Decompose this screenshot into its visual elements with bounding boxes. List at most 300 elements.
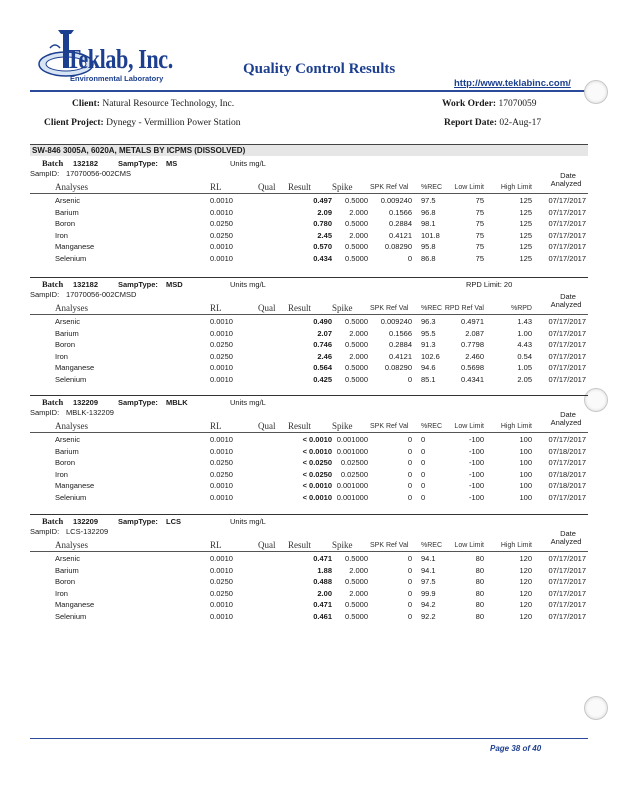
cell-rec: 0 [421, 481, 426, 491]
cell-rl: 0.0010 [210, 435, 233, 444]
work-order-value: 17070059 [498, 99, 537, 109]
column-header-rl: RL [210, 182, 222, 192]
company-name: Teklab, Inc. [66, 44, 173, 74]
cell-analyte: Manganese [55, 600, 95, 610]
cell-spk-ref-val: 0 [407, 493, 412, 502]
column-header-spike: Spike [332, 540, 353, 550]
cell-date-analyzed: 07/17/2017 [548, 565, 586, 575]
table-row [30, 219, 588, 230]
cell-high-limit: 120 [519, 554, 532, 563]
column-header-rule [30, 432, 588, 433]
cell-result: 1.88 [317, 565, 332, 575]
table-row [30, 352, 588, 363]
cell-analyte: Boron [55, 458, 76, 468]
date-header-analyzed: Analyzed [550, 537, 582, 546]
cell-high-limit: 100 [519, 481, 532, 491]
cell-rl: 0.0010 [210, 317, 233, 326]
table-row [30, 196, 588, 207]
cell-spike: 2.000 [349, 207, 368, 217]
cell-spk-ref-val: 0 [407, 554, 412, 563]
cell-analyte: Manganese [55, 242, 95, 252]
cell-low-limit: 0.4341 [461, 375, 484, 384]
cell-date-analyzed: 07/17/2017 [548, 363, 586, 373]
cell-result: 2.45 [317, 230, 332, 240]
cell-analyte: Barium [55, 207, 79, 217]
table-row [30, 600, 588, 611]
cell-low-limit: 80 [475, 577, 484, 587]
qc-batch [30, 156, 588, 271]
cell-spk-ref-val: 0.4121 [389, 351, 412, 361]
cell-spk-ref-val: 0 [407, 469, 412, 479]
cell-analyte: Selenium [55, 493, 87, 502]
cell-low-limit: 0.4971 [461, 317, 484, 326]
batch-number: 132182 [73, 159, 99, 168]
cell-rec: 96.3 [421, 317, 436, 326]
cell-rec: 102.6 [421, 351, 440, 361]
cell-spk-ref-val: 0 [407, 254, 412, 263]
sampid-value: LCS-132209 [66, 527, 109, 536]
sampid-value: 17070056-002CMSD [66, 290, 137, 299]
cell-date-analyzed: 07/18/2017 [548, 469, 586, 479]
table-row [30, 375, 588, 386]
cell-low-limit: -100 [468, 469, 484, 479]
sampid-value: 17070056-002CMS [66, 169, 132, 178]
date-header: Date [560, 292, 576, 301]
cell-date-analyzed: 07/17/2017 [548, 351, 586, 361]
sampid-label: SampID: [30, 169, 60, 178]
cell-low-limit: 2.087 [465, 328, 484, 338]
qc-batch [30, 514, 588, 629]
cell-date-analyzed: 07/17/2017 [548, 254, 586, 263]
batch-label: Batch [42, 397, 64, 407]
binder-hole [584, 696, 608, 720]
website-link[interactable]: http://www.teklabinc.com/ [454, 78, 571, 89]
cell-spike: 0.5000 [345, 254, 368, 263]
cell-rec: 0 [421, 446, 426, 456]
table-row [30, 340, 588, 351]
cell-high-limit: 125 [519, 196, 532, 205]
cell-date-analyzed: 07/17/2017 [548, 219, 586, 229]
batch-label: Batch [42, 279, 64, 289]
samptype-label: SampType: [118, 517, 158, 526]
cell-date-analyzed: 07/17/2017 [548, 230, 586, 240]
cell-low-limit: -100 [468, 446, 484, 456]
column-header-low-limit: Low Limit [454, 423, 484, 430]
cell-rec: 85.1 [421, 375, 436, 384]
table-row [30, 242, 588, 253]
table-row [30, 481, 588, 492]
cell-spk-ref-val: 0 [407, 612, 412, 621]
column-header-result: Result [288, 182, 312, 192]
cell-date-analyzed: 07/17/2017 [548, 340, 586, 350]
table-row [30, 208, 588, 219]
cell-spk-ref-val: 0 [407, 446, 412, 456]
cell-high-limit: 2.05 [517, 375, 532, 384]
cell-spk-ref-val: 0.009240 [380, 196, 412, 205]
cell-high-limit: 100 [519, 493, 532, 502]
cell-result: 0.746 [313, 340, 332, 350]
column-header-rl: RL [210, 540, 222, 550]
cell-rec: 94.1 [421, 565, 436, 575]
cell-low-limit: 0.5698 [461, 363, 484, 373]
column-header-low-limit: RPD Ref Val [444, 305, 484, 312]
cell-result: 2.07 [317, 328, 332, 338]
table-row [30, 612, 588, 623]
report-date-row [444, 118, 541, 128]
cell-result: 0.471 [313, 600, 332, 610]
cell-rec: 98.1 [421, 219, 436, 229]
cell-low-limit: 0.7798 [461, 340, 484, 350]
cell-spike: 0.5000 [345, 577, 368, 587]
table-row [30, 458, 588, 469]
samptype-value: MSD [166, 280, 183, 289]
cell-analyte: Boron [55, 577, 76, 587]
cell-result: 0.564 [313, 363, 332, 373]
cell-spike: 0.5000 [345, 340, 368, 350]
project-label: Client Project: [44, 118, 104, 128]
column-header-spike: Spike [332, 421, 353, 431]
cell-rec: 0 [421, 458, 426, 468]
cell-spk-ref-val: 0 [407, 375, 412, 384]
cell-result: < 0.0010 [302, 446, 332, 456]
table-row [30, 493, 588, 504]
cell-result: 0.434 [313, 254, 332, 263]
cell-high-limit: 120 [519, 565, 532, 575]
units-label: Units mg/L [230, 517, 266, 526]
cell-rl: 0.0250 [210, 230, 233, 240]
cell-spk-ref-val: 0 [407, 458, 412, 468]
cell-rl: 0.0250 [210, 458, 233, 468]
report-date-label: Report Date: [444, 118, 498, 128]
cell-low-limit: -100 [468, 493, 484, 502]
cell-rl: 0.0250 [210, 577, 233, 587]
cell-high-limit: 100 [519, 446, 532, 456]
cell-date-analyzed: 07/17/2017 [548, 196, 586, 205]
client-row [72, 99, 234, 109]
cell-result: < 0.0010 [302, 481, 332, 491]
cell-low-limit: -100 [468, 481, 484, 491]
cell-rl: 0.0250 [210, 219, 233, 229]
cell-spike: 2.000 [349, 588, 368, 598]
cell-date-analyzed: 07/18/2017 [548, 481, 586, 491]
column-header-result: Result [288, 540, 312, 550]
cell-rec: 92.2 [421, 612, 436, 621]
cell-analyte: Manganese [55, 481, 95, 491]
page-title: Quality Control Results [243, 61, 396, 77]
cell-analyte: Boron [55, 340, 76, 350]
column-header-rec: %REC [421, 542, 443, 549]
cell-high-limit: 125 [519, 254, 532, 263]
cell-spike: 0.5000 [345, 554, 368, 563]
cell-spike: 0.5000 [345, 196, 368, 205]
cell-spk-ref-val: 0 [407, 588, 412, 598]
cell-analyte: Arsenic [55, 554, 81, 563]
work-order-row [442, 99, 536, 109]
cell-spike: 0.001000 [336, 446, 368, 456]
cell-analyte: Iron [55, 469, 68, 479]
column-header-high-limit: High Limit [500, 542, 532, 549]
column-header-spk-ref-val: SPK Ref Val [370, 542, 409, 549]
batch-number: 132209 [73, 517, 99, 526]
cell-rl: 0.0250 [210, 340, 233, 350]
cell-analyte: Iron [55, 230, 68, 240]
page-number: Page 38 of 40 [490, 744, 542, 753]
sampid-label: SampID: [30, 408, 60, 417]
cell-rl: 0.0010 [210, 612, 233, 621]
column-header-qual: Qual [258, 182, 276, 192]
qc-batch [30, 395, 588, 510]
date-header-analyzed: Analyzed [550, 179, 582, 188]
cell-spk-ref-val: 0.08290 [384, 363, 412, 373]
sampid-label: SampID: [30, 290, 60, 299]
column-header-rec: %REC [421, 305, 443, 312]
column-header-low-limit: Low Limit [454, 542, 484, 549]
date-header-analyzed: Analyzed [550, 300, 582, 309]
cell-rec: 97.5 [421, 196, 436, 205]
cell-high-limit: 120 [519, 612, 532, 621]
column-header-low-limit: Low Limit [454, 184, 484, 191]
header-rule [30, 90, 588, 92]
cell-result: 2.46 [317, 351, 332, 361]
cell-rl: 0.0010 [210, 375, 233, 384]
cell-low-limit: 80 [475, 612, 484, 621]
cell-spk-ref-val: 0.009240 [380, 317, 412, 326]
cell-date-analyzed: 07/17/2017 [548, 577, 586, 587]
table-row [30, 329, 588, 340]
cell-low-limit: 80 [475, 588, 484, 598]
cell-date-analyzed: 07/17/2017 [548, 600, 586, 610]
cell-result: 0.425 [313, 375, 332, 384]
cell-low-limit: 75 [475, 196, 484, 205]
column-header-rl: RL [210, 303, 222, 313]
sampid-label: SampID: [30, 527, 60, 536]
cell-high-limit: 4.43 [517, 340, 532, 350]
cell-date-analyzed: 07/17/2017 [548, 242, 586, 252]
cell-result: < 0.0250 [302, 469, 332, 479]
cell-rl: 0.0250 [210, 588, 233, 598]
cell-result: 0.488 [313, 577, 332, 587]
cell-high-limit: 100 [519, 469, 532, 479]
batch-label: Batch [42, 516, 64, 526]
cell-spk-ref-val: 0 [407, 481, 412, 491]
column-header-qual: Qual [258, 303, 276, 313]
column-header-result: Result [288, 421, 312, 431]
cell-spike: 0.5000 [345, 363, 368, 373]
column-header-rule [30, 193, 588, 194]
cell-spike: 0.5000 [345, 375, 368, 384]
cell-result: 0.570 [313, 242, 332, 252]
cell-rec: 0 [421, 469, 426, 479]
cell-result: 0.497 [313, 196, 332, 205]
cell-rec: 95.5 [421, 328, 436, 338]
date-header: Date [560, 410, 576, 419]
samptype-label: SampType: [118, 159, 158, 168]
cell-rec: 0 [421, 493, 426, 502]
footer-rule [30, 738, 588, 739]
cell-high-limit: 1.00 [517, 328, 532, 338]
column-header-spk-ref-val: SPK Ref Val [370, 184, 409, 191]
cell-date-analyzed: 07/17/2017 [548, 375, 586, 384]
cell-rl: 0.0010 [210, 242, 233, 252]
cell-spike: 0.001000 [336, 493, 368, 502]
cell-spk-ref-val: 0.1566 [389, 207, 412, 217]
cell-result: 2.00 [317, 588, 332, 598]
binder-hole [584, 80, 608, 104]
sampid-value: MBLK-132209 [66, 408, 114, 417]
cell-low-limit: 75 [475, 230, 484, 240]
client-label: Client: [72, 99, 100, 109]
cell-rl: 0.0010 [210, 363, 233, 373]
batch-number: 132209 [73, 398, 99, 407]
cell-result: 0.471 [313, 554, 332, 563]
cell-date-analyzed: 07/17/2017 [548, 207, 586, 217]
samptype-label: SampType: [118, 280, 158, 289]
column-header-rec: %REC [421, 184, 443, 191]
cell-high-limit: 100 [519, 435, 532, 444]
cell-spike: 2.000 [349, 328, 368, 338]
rpd-limit: RPD Limit: 20 [466, 280, 513, 289]
date-header-analyzed: Analyzed [550, 418, 582, 427]
cell-result: < 0.0250 [302, 458, 332, 468]
cell-spike: 0.5000 [345, 612, 368, 621]
table-row [30, 447, 588, 458]
cell-rl: 0.0010 [210, 565, 233, 575]
cell-spk-ref-val: 0.2884 [389, 340, 412, 350]
cell-low-limit: 80 [475, 600, 484, 610]
column-header-qual: Qual [258, 540, 276, 550]
cell-spk-ref-val: 0 [407, 577, 412, 587]
batch-label: Batch [42, 158, 64, 168]
table-row [30, 317, 588, 328]
table-row [30, 589, 588, 600]
cell-spike: 0.5000 [345, 219, 368, 229]
cell-rec: 97.5 [421, 577, 436, 587]
cell-low-limit: -100 [468, 458, 484, 468]
table-row [30, 554, 588, 565]
cell-date-analyzed: 07/17/2017 [548, 328, 586, 338]
cell-rl: 0.0010 [210, 493, 233, 502]
cell-analyte: Arsenic [55, 317, 81, 326]
cell-low-limit: 2.460 [465, 351, 484, 361]
units-label: Units mg/L [230, 159, 266, 168]
cell-low-limit: 80 [475, 565, 484, 575]
cell-rl: 0.0250 [210, 351, 233, 361]
cell-date-analyzed: 07/17/2017 [548, 612, 586, 621]
cell-high-limit: 1.43 [517, 317, 532, 326]
cell-high-limit: 1.05 [517, 363, 532, 373]
cell-date-analyzed: 07/17/2017 [548, 493, 586, 502]
cell-spk-ref-val: 0.2884 [389, 219, 412, 229]
cell-rec: 96.8 [421, 207, 436, 217]
batch-separator [30, 277, 588, 278]
cell-spike: 0.02500 [340, 458, 368, 468]
samptype-value: LCS [166, 517, 181, 526]
samptype-value: MBLK [166, 398, 188, 407]
column-header-high-limit: High Limit [500, 184, 532, 191]
cell-analyte: Selenium [55, 375, 87, 384]
cell-analyte: Boron [55, 219, 76, 229]
cell-spk-ref-val: 0 [407, 565, 412, 575]
cell-spike: 0.5000 [345, 317, 368, 326]
cell-high-limit: 125 [519, 230, 532, 240]
cell-result: 0.461 [313, 612, 332, 621]
column-header-rec: %REC [421, 423, 443, 430]
units-label: Units mg/L [230, 280, 266, 289]
date-header: Date [560, 171, 576, 180]
cell-spike: 2.000 [349, 351, 368, 361]
cell-spk-ref-val: 0 [407, 600, 412, 610]
cell-high-limit: 100 [519, 458, 532, 468]
cell-analyte: Barium [55, 328, 79, 338]
work-order-label: Work Order: [442, 99, 497, 109]
samptype-label: SampType: [118, 398, 158, 407]
cell-analyte: Selenium [55, 612, 87, 621]
table-row [30, 566, 588, 577]
cell-spike: 0.02500 [340, 469, 368, 479]
cell-low-limit: 75 [475, 219, 484, 229]
cell-rl: 0.0010 [210, 481, 233, 491]
table-row [30, 254, 588, 265]
cell-date-analyzed: 07/17/2017 [548, 317, 586, 326]
report-date-value: 02-Aug-17 [499, 118, 542, 128]
cell-analyte: Barium [55, 446, 79, 456]
column-header-spike: Spike [332, 182, 353, 192]
batch-separator [30, 395, 588, 396]
cell-spike: 0.5000 [345, 600, 368, 610]
cell-date-analyzed: 07/18/2017 [548, 446, 586, 456]
cell-rec: 101.8 [421, 230, 440, 240]
column-header-qual: Qual [258, 421, 276, 431]
column-header-analyte: Analyses [55, 540, 88, 550]
client-value: Natural Resource Technology, Inc. [102, 99, 235, 109]
cell-rec: 0 [421, 435, 426, 444]
cell-high-limit: 120 [519, 588, 532, 598]
cell-result: < 0.0010 [302, 435, 332, 444]
cell-result: 0.490 [313, 317, 332, 326]
samptype-value: MS [166, 159, 178, 168]
cell-rl: 0.0250 [210, 469, 233, 479]
table-row [30, 577, 588, 588]
cell-rl: 0.0010 [210, 254, 233, 263]
cell-spk-ref-val: 0.1566 [389, 328, 412, 338]
cell-date-analyzed: 07/17/2017 [548, 458, 586, 468]
column-header-rule [30, 314, 588, 315]
cell-spk-ref-val: 0.4121 [389, 230, 412, 240]
cell-high-limit: 0.54 [517, 351, 532, 361]
cell-analyte: Iron [55, 588, 68, 598]
cell-high-limit: 120 [519, 600, 532, 610]
cell-analyte: Manganese [55, 363, 95, 373]
cell-analyte: Barium [55, 565, 79, 575]
cell-result: < 0.0010 [302, 493, 332, 502]
cell-spk-ref-val: 0 [407, 435, 412, 444]
cell-low-limit: 75 [475, 242, 484, 252]
cell-rl: 0.0010 [210, 554, 233, 563]
cell-spk-ref-val: 0.08290 [384, 242, 412, 252]
cell-high-limit: 120 [519, 577, 532, 587]
column-header-spike: Spike [332, 303, 353, 313]
column-header-high-limit: High Limit [500, 423, 532, 430]
column-header-rule [30, 551, 588, 552]
table-row [30, 363, 588, 374]
cell-rec: 95.8 [421, 242, 436, 252]
cell-rec: 94.1 [421, 554, 436, 563]
cell-rec: 99.9 [421, 588, 436, 598]
column-header-high-limit: %RPD [510, 305, 532, 312]
cell-spike: 2.000 [349, 565, 368, 575]
column-header-rl: RL [210, 421, 222, 431]
project-value: Dynegy - Vermillion Power Station [106, 118, 241, 128]
